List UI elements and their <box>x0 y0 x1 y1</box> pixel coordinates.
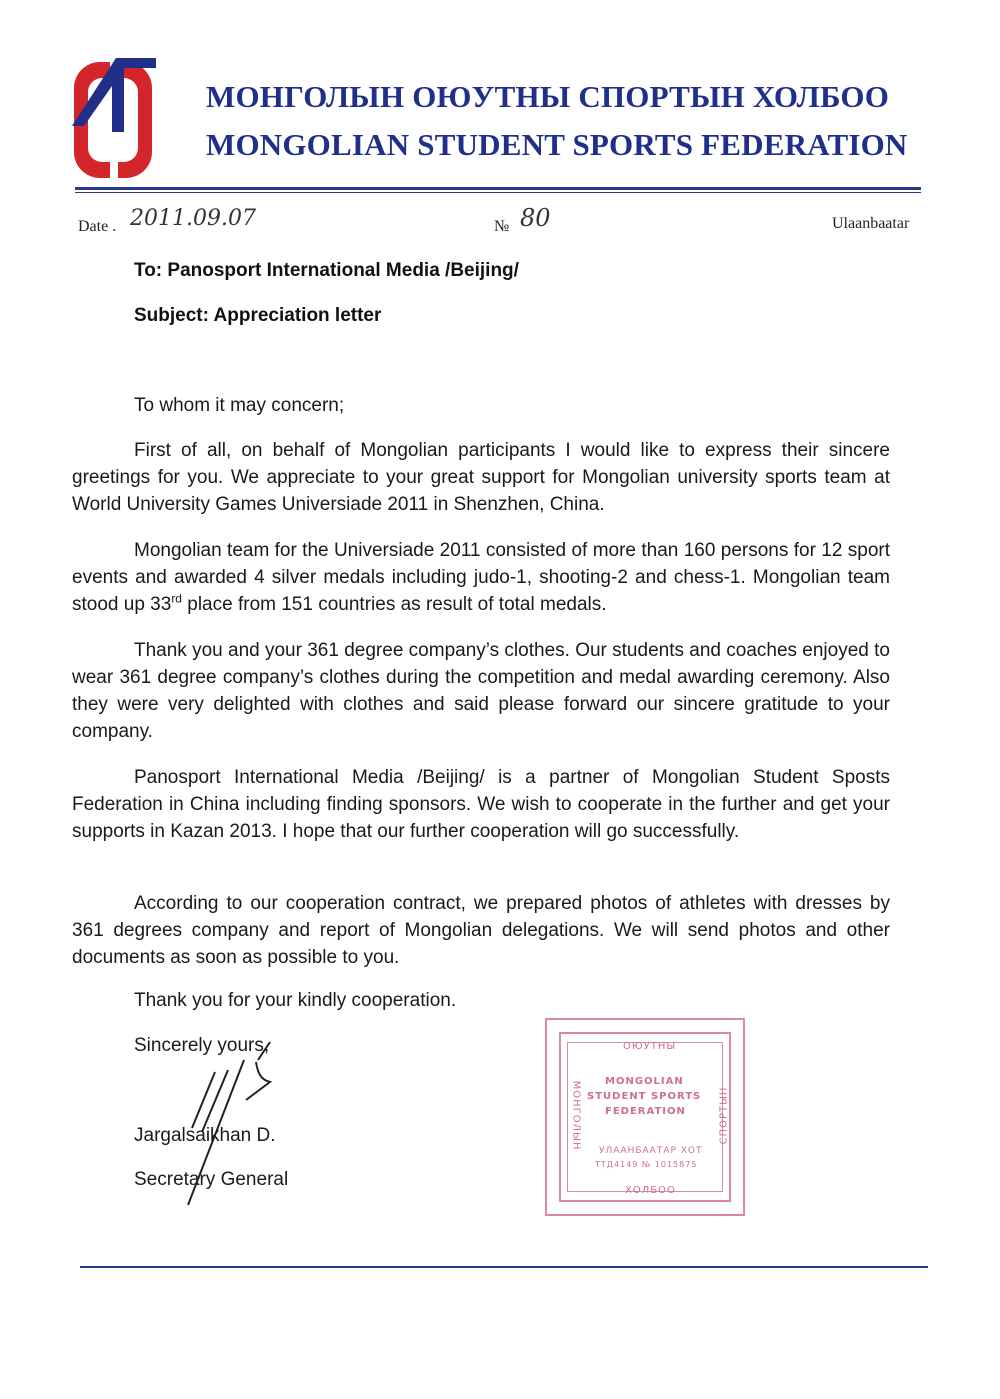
paragraph-2: Mongolian team for the Universiade 2011 consisted of more than 160 persons for 12 sport events and awarded 4 silver medals including judo-1, shooting-2 and chess-1. Mongolian team stood up 33rd place from 151 countries as result of total medals. <box>72 540 890 615</box>
date-label: Date . <box>78 218 117 235</box>
signer-name: Jargalsaikhan D. <box>134 1125 276 1146</box>
closing-line: Sincerely yours, <box>134 1035 270 1056</box>
signature <box>170 1020 300 1210</box>
official-stamp: ОЮУТНЫ MONGOLIAN STUDENT SPORTS FEDERATION МОНГОЛЫН СПОРТЫН УЛААНБААТАР ХОТ ТТД4149 № 1015875 ХОЛБОО <box>545 1018 745 1216</box>
subject-line: Subject: Appreciation letter <box>134 305 382 326</box>
date-value: 2011.09.07 <box>130 206 256 231</box>
paragraph-1: First of all, on behalf of Mongolian participants I would like to express their sincere greetings for you. We appreciate to your great support for Mongolian university sports team at World University Games Universiade 2011 in Shenzhen, China. <box>72 440 890 515</box>
paragraph-5: According to our cooperation contract, we prepared photos of athletes with dresses by 361 degrees company and report of Mongolian delegations. We will send photos and other documents as soon as possible to you. <box>72 893 890 968</box>
number-value: 80 <box>520 204 551 232</box>
recipient-line: To: Panosport International Media /Beijing/ <box>134 260 519 281</box>
signer-title: Secretary General <box>134 1169 289 1190</box>
number-label: № <box>494 218 510 235</box>
org-title-english: MONGOLIAN STUDENT SPORTS FEDERATION <box>206 127 908 162</box>
city-label: Ulaanbaatar <box>832 215 910 232</box>
thanks-line: Thank you for your kindly cooperation. <box>134 990 457 1011</box>
paragraph-3: Thank you and your 361 degree company’s clothes. Our students and coaches enjoyed to wear 361 degree company’s clothes during the competition and medal awarding ceremony. Also they were very delighted with clothes and said please forward our sincere gratitude to your company. <box>72 640 890 742</box>
footer-rule <box>80 1266 928 1268</box>
paragraph-4: Panosport International Media /Beijing/ is a partner of Mongolian Student Sposts Federation in China including finding sponsors. We wish to cooperate in the further and get your supports in Kazan 2013. I hope that our further cooperation will go successfully. <box>72 767 890 842</box>
header-rule <box>75 187 921 190</box>
federation-logo <box>70 54 160 184</box>
org-title-mongolian: МОНГОЛЫН ОЮУТНЫ СПОРТЫН ХОЛБОО <box>206 79 890 114</box>
header-rule-thin <box>75 192 921 193</box>
greeting: To whom it may concern; <box>134 395 345 416</box>
